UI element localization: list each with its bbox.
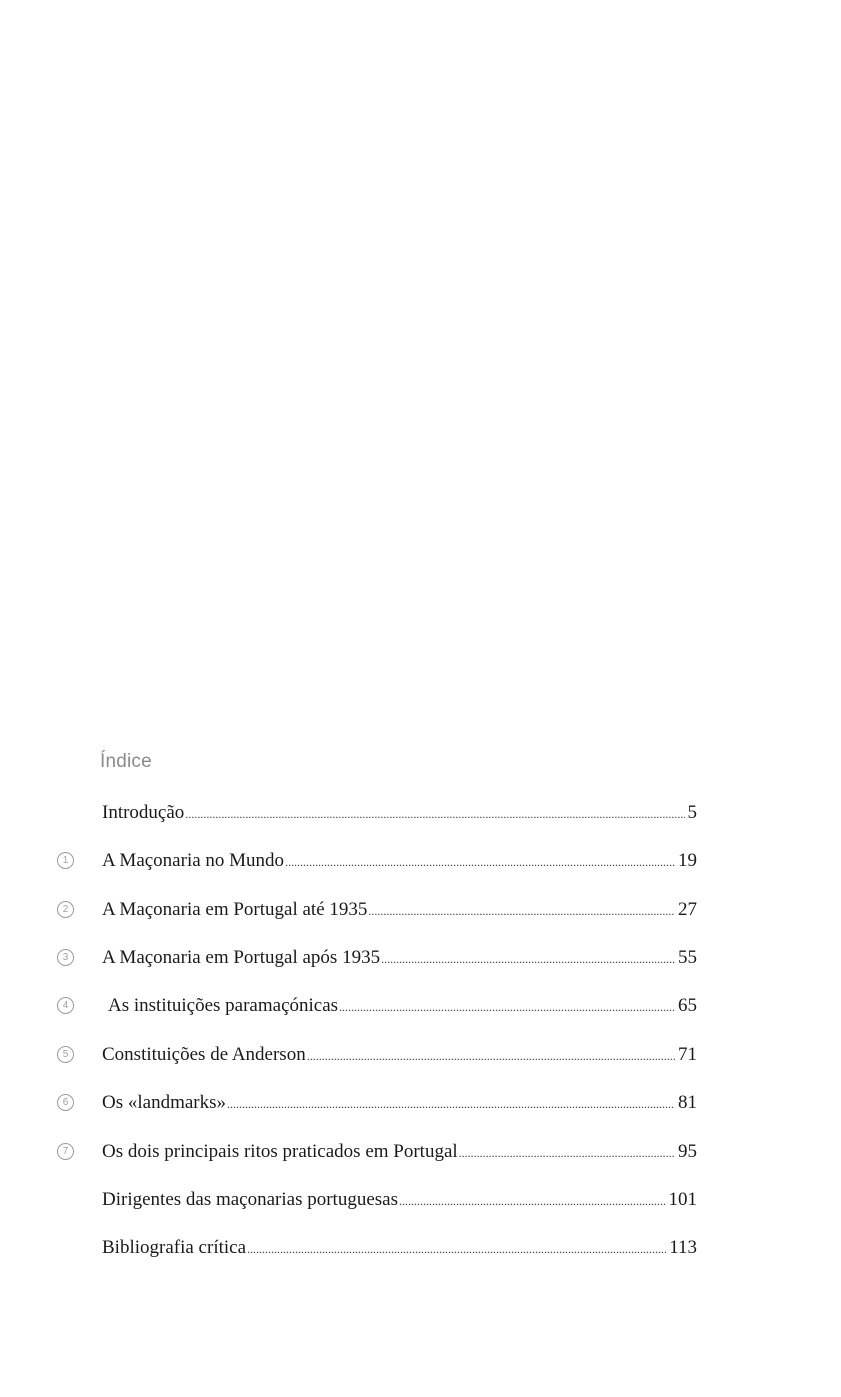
dot-leader	[368, 898, 675, 924]
toc-heading: Índice	[100, 751, 152, 772]
toc-entry-chapter-2[interactable]	[0, 897, 841, 927]
toc-entry-page: 5	[687, 802, 697, 823]
dot-leader	[227, 1091, 675, 1117]
toc-entry-introducao[interactable]	[0, 800, 841, 830]
toc-entry-page: 71	[678, 1044, 697, 1065]
toc-entry-title: Bibliografia crítica	[102, 1237, 247, 1258]
dot-leader	[381, 946, 675, 972]
toc-entry-title: Constituições de Anderson	[102, 1044, 306, 1065]
toc-entry-title: Dirigentes das maçonarias portuguesas	[102, 1189, 398, 1210]
chapter-number-circle: 6	[57, 1094, 74, 1111]
toc-entry-chapter-4[interactable]	[0, 993, 841, 1023]
toc-entry-page: 65	[678, 995, 697, 1016]
toc-entry-title: A Maçonaria no Mundo	[102, 850, 285, 871]
chapter-number-circle: 4	[57, 997, 74, 1014]
toc-entry-chapter-7[interactable]	[0, 1139, 841, 1169]
toc-entry-page: 101	[668, 1189, 697, 1210]
dot-leader	[185, 801, 684, 827]
toc-entry-page: 19	[678, 850, 697, 871]
toc-entry-chapter-6[interactable]	[0, 1090, 841, 1120]
toc-entry-page: 27	[678, 899, 697, 920]
dot-leader	[307, 1043, 675, 1069]
chapter-number-circle: 1	[57, 852, 74, 869]
toc-entry-bibliografia[interactable]	[0, 1235, 841, 1265]
chapter-number-circle: 5	[57, 1046, 74, 1063]
toc-entry-chapter-1[interactable]	[0, 848, 841, 878]
toc-entry-title: Os dois principais ritos praticados em Portugal	[102, 1141, 458, 1162]
dot-leader	[285, 849, 675, 875]
toc-entry-chapter-5[interactable]	[0, 1042, 841, 1072]
dot-leader	[247, 1236, 666, 1262]
toc-entry-title: A Maçonaria em Portugal até 1935	[102, 899, 368, 920]
dot-leader	[399, 1188, 666, 1214]
toc-entry-page: 95	[678, 1141, 697, 1162]
dot-leader	[339, 994, 675, 1020]
toc-entry-title: A Maçonaria em Portugal após 1935	[102, 947, 381, 968]
toc-entry-title: As instituições paramaçónicas	[108, 995, 339, 1016]
toc-entry-page: 113	[669, 1237, 697, 1258]
chapter-number-circle: 3	[57, 949, 74, 966]
toc-entry-page: 55	[678, 947, 697, 968]
toc-entry-dirigentes[interactable]	[0, 1187, 841, 1217]
toc-entry-chapter-3[interactable]	[0, 945, 841, 975]
toc-entry-title: Introdução	[102, 802, 185, 823]
toc-entry-title: Os «landmarks»	[102, 1092, 227, 1113]
chapter-number-circle: 2	[57, 901, 74, 918]
toc-entry-page: 81	[678, 1092, 697, 1113]
chapter-number-circle: 7	[57, 1143, 74, 1160]
dot-leader	[459, 1140, 675, 1166]
